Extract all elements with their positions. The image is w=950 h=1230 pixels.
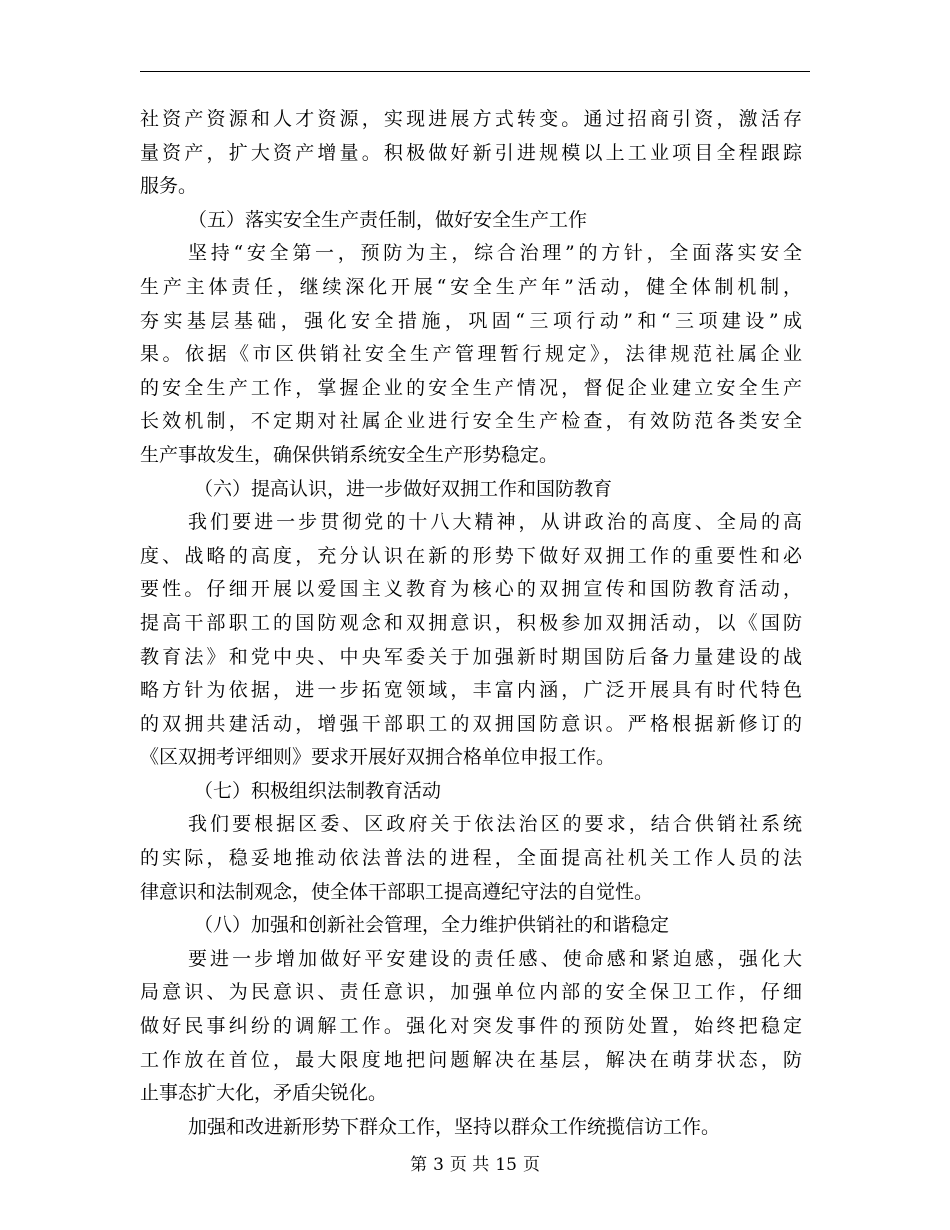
section-heading: （八）加强和创新社会管理，全力维护供销社的和谐稳定: [194, 914, 670, 937]
text-line: 夯实基层基础，强化安全措施，巩固“三项行动”和“三项建设”成: [140, 309, 802, 332]
text-line: 局意识、为民意识、责任意识，加强单位内部的安全保卫工作，仔细: [140, 981, 802, 1004]
footer-suffix: 页: [522, 1155, 540, 1175]
header-rule: [140, 71, 810, 72]
text-line: 略方针为依据，进一步拓宽领域，丰富内涵，广泛开展具有时代特色: [140, 679, 802, 702]
text-line: 社资产资源和人才资源，实现进展方式转变。通过招商引资，激活存: [140, 108, 802, 130]
section-heading: （七）积极组织法制教育活动: [194, 779, 442, 802]
text-line: 律意识和法制观念，使全体干部职工提高遵纪守法的自觉性。: [140, 880, 654, 903]
text-line: 生产主体责任，继续深化开展“安全生产年”活动，健全体制机制，: [140, 275, 802, 298]
paragraph-first-line: 我们要根据区委、区政府关于依法治区的要求，结合供销社系统: [188, 813, 802, 836]
text-line: 服务。: [140, 175, 198, 198]
section-heading: （六）提高认识，进一步做好双拥工作和国防教育: [194, 477, 613, 500]
paragraph-first-line: 我们要进一步贯彻党的十八大精神，从讲政治的高度、全局的高: [188, 511, 802, 534]
footer-prefix: 第: [410, 1155, 428, 1175]
document-body: [140, 103, 802, 1144]
footer-total-pages: 15: [495, 1155, 517, 1175]
text-line: 的双拥共建活动，增强干部职工的双拥国防意识。严格根据新修订的: [140, 712, 802, 735]
text-line: 工作放在首位，最大限度地把问题解决在基层，解决在萌芽状态，防: [140, 1048, 802, 1071]
text-line: 度、战略的高度，充分认识在新的形势下做好双拥工作的重要性和必: [140, 544, 802, 567]
text-line: 提高干部职工的国防观念和双拥意识，积极参加双拥活动，以《国防: [140, 611, 802, 634]
text-line: 要性。仔细开展以爱国主义教育为核心的双拥宣传和国防教育活动，: [140, 578, 802, 601]
text-line: 教育法》和党中央、中央军委关于加强新时期国防后备力量建设的战: [140, 645, 802, 668]
text-line: 量资产，扩大资产增量。积极做好新引进规模以上工业项目全程跟踪: [140, 141, 802, 164]
text-line: 止事态扩大化，矛盾尖锐化。: [140, 1082, 388, 1105]
paragraph-first-line: 坚持“安全第一，预防为主，综合治理”的方针，全面落实安全: [188, 242, 802, 265]
text-line: 的安全生产工作，掌握企业的安全生产情况，督促企业建立安全生产: [140, 376, 802, 399]
text-line: 果。依据《市区供销社安全生产管理暂行规定》，法律规范社属企业: [140, 343, 802, 366]
text-line: 《区双拥考评细则》要求开展好双拥合格单位申报工作。: [140, 746, 616, 769]
paragraph-first-line: 要进一步增加做好平安建设的责任感、使命感和紧迫感，强化大: [188, 947, 802, 970]
section-heading: （五）落实安全生产责任制，做好安全生产工作: [188, 208, 588, 231]
footer-middle: 页 共: [449, 1155, 490, 1175]
page-footer: [0, 1150, 950, 1175]
text-line: 做好民事纠纷的调解工作。强化对突发事件的预防处置，始终把稳定: [140, 1015, 802, 1038]
text-line: 生产事故发生，确保供销系统安全生产形势稳定。: [140, 443, 559, 466]
text-line: 的实际，稳妥地推动依法普法的进程，全面提高社机关工作人员的法: [140, 847, 802, 870]
footer-current-page: 3: [433, 1155, 444, 1175]
paragraph-first-line: 加强和改进新形势下群众工作，坚持以群众工作统揽信访工作。: [188, 1115, 721, 1138]
text-line: 长效机制，不定期对社属企业进行安全生产检查，有效防范各类安全: [140, 410, 802, 433]
